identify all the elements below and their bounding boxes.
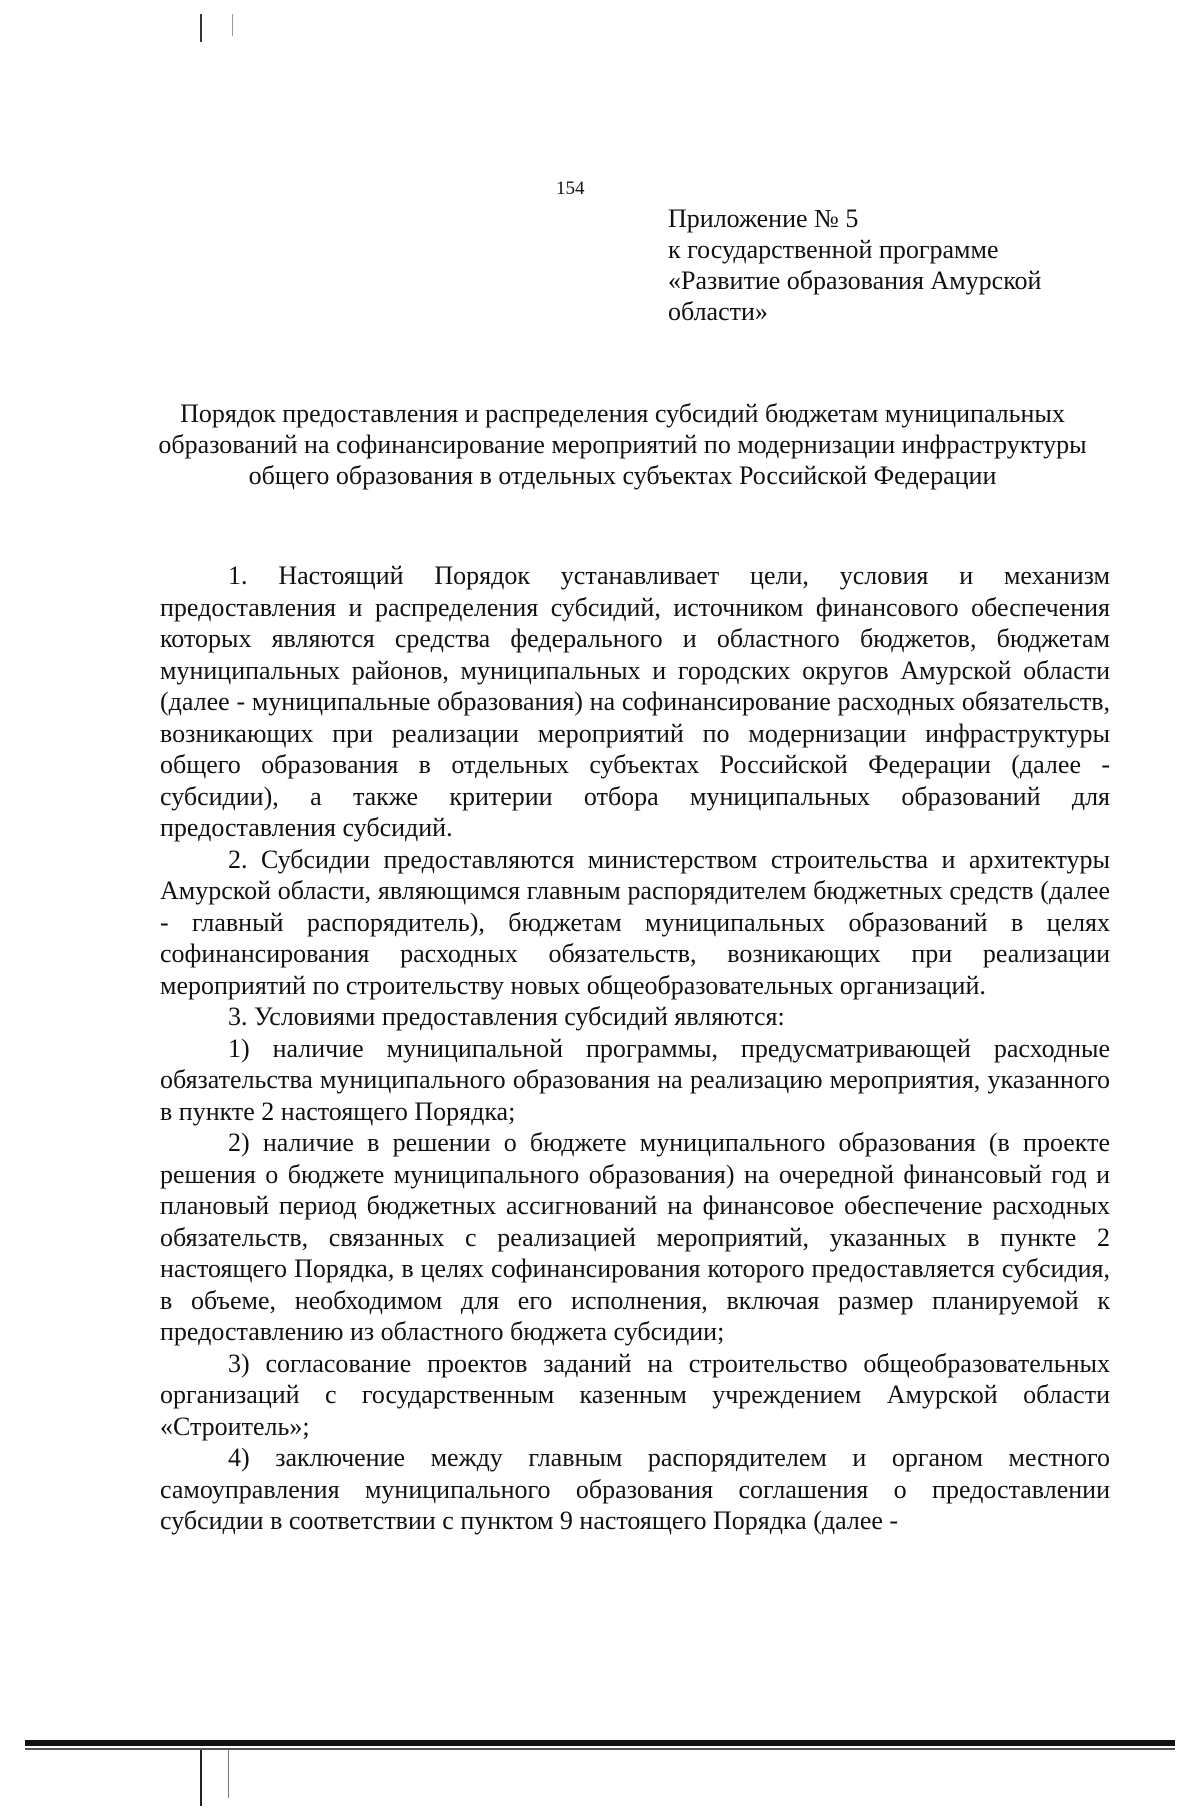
paragraph: 2. Субсидии предоставляются министерством строительства и архитектуры Амурской области, являющимся главным распорядителем бюджетных средств (далее - главный распорядитель), бюджетам муниципальных образований в целях софинансирования расходных обязательств, возникающих при реализации мероприятий по строительству новых общеобразовательных организаций. — [160, 844, 1110, 1000]
paragraph: 4) заключение между главным распорядителем и органом местного самоуправления муниципального образования соглашения о предоставлении субсидии в соответствии с пунктом 9 настоящего Порядка (далее - — [160, 1443, 1110, 1535]
document-body — [160, 560, 1110, 1537]
appendix-line: области» — [668, 297, 768, 326]
paragraph: 1) наличие муниципальной программы, предусматривающей расходные обязательства муниципального образования на реализацию мероприятия, указанного в пункте 2 настоящего Порядка; — [160, 1033, 1110, 1126]
document-title: Порядок предоставления и распределения субсидий бюджетам муниципальных образований на софинансирование мероприятий по модернизации инфраструктуры общего образования в отдельных субъектах Российской Федерации — [158, 399, 1087, 490]
paragraph: 1. Настоящий Порядок устанавливает цели, условия и механизм предоставления и распределения субсидий, источником финансового обеспечения которых являются средства федерального и областного бюджетов, бюджетам муниципальных районов, муниципальных и городских округов Амурской области (далее - муниципальные образования) на софинансирование расходных обязательств, возникающих при реализации мероприятий по модернизации инфраструктуры общего образования в отдельных субъектах Российской Федерации (далее - субсидии), а также критерии отбора муниципальных образований для предоставления субсидий. — [160, 561, 1110, 842]
paragraph: 3. Условиями предоставления субсидий являются: — [228, 1002, 785, 1031]
page-number: 154 — [556, 178, 585, 199]
scan-artifact-mark — [200, 14, 202, 42]
appendix-line: «Развитие образования Амурской — [668, 266, 1042, 295]
scan-bottom-border — [25, 1740, 1175, 1746]
appendix-line: к государственной программе — [668, 235, 999, 264]
scan-artifact-mark — [200, 1750, 202, 1806]
appendix-header — [668, 203, 1041, 327]
scan-artifact-mark — [228, 1750, 229, 1798]
scan-bottom-border — [25, 1748, 1175, 1750]
scan-artifact-mark — [232, 14, 233, 36]
appendix-line: Приложение № 5 — [668, 204, 859, 233]
paragraph: 3) согласование проектов заданий на строительство общеобразовательных организаций с государственным казенным учреждением Амурской области «Строитель»; — [160, 1348, 1110, 1441]
paragraph: 2) наличие в решении о бюджете муниципального образования (в проекте решения о бюджете муниципального образования) на очередной финансовый год и плановый период бюджетных ассигнований на финансовое обеспечение расходных обязательств, связанных с реализацией мероприятий, указанных в пункте 2 настоящего Порядка, в целях софинансирования которого предоставляется субсидия, в объеме, необходимом для его исполнения, включая размер планируемой к предоставлению из областного бюджета субсидии; — [160, 1128, 1110, 1346]
